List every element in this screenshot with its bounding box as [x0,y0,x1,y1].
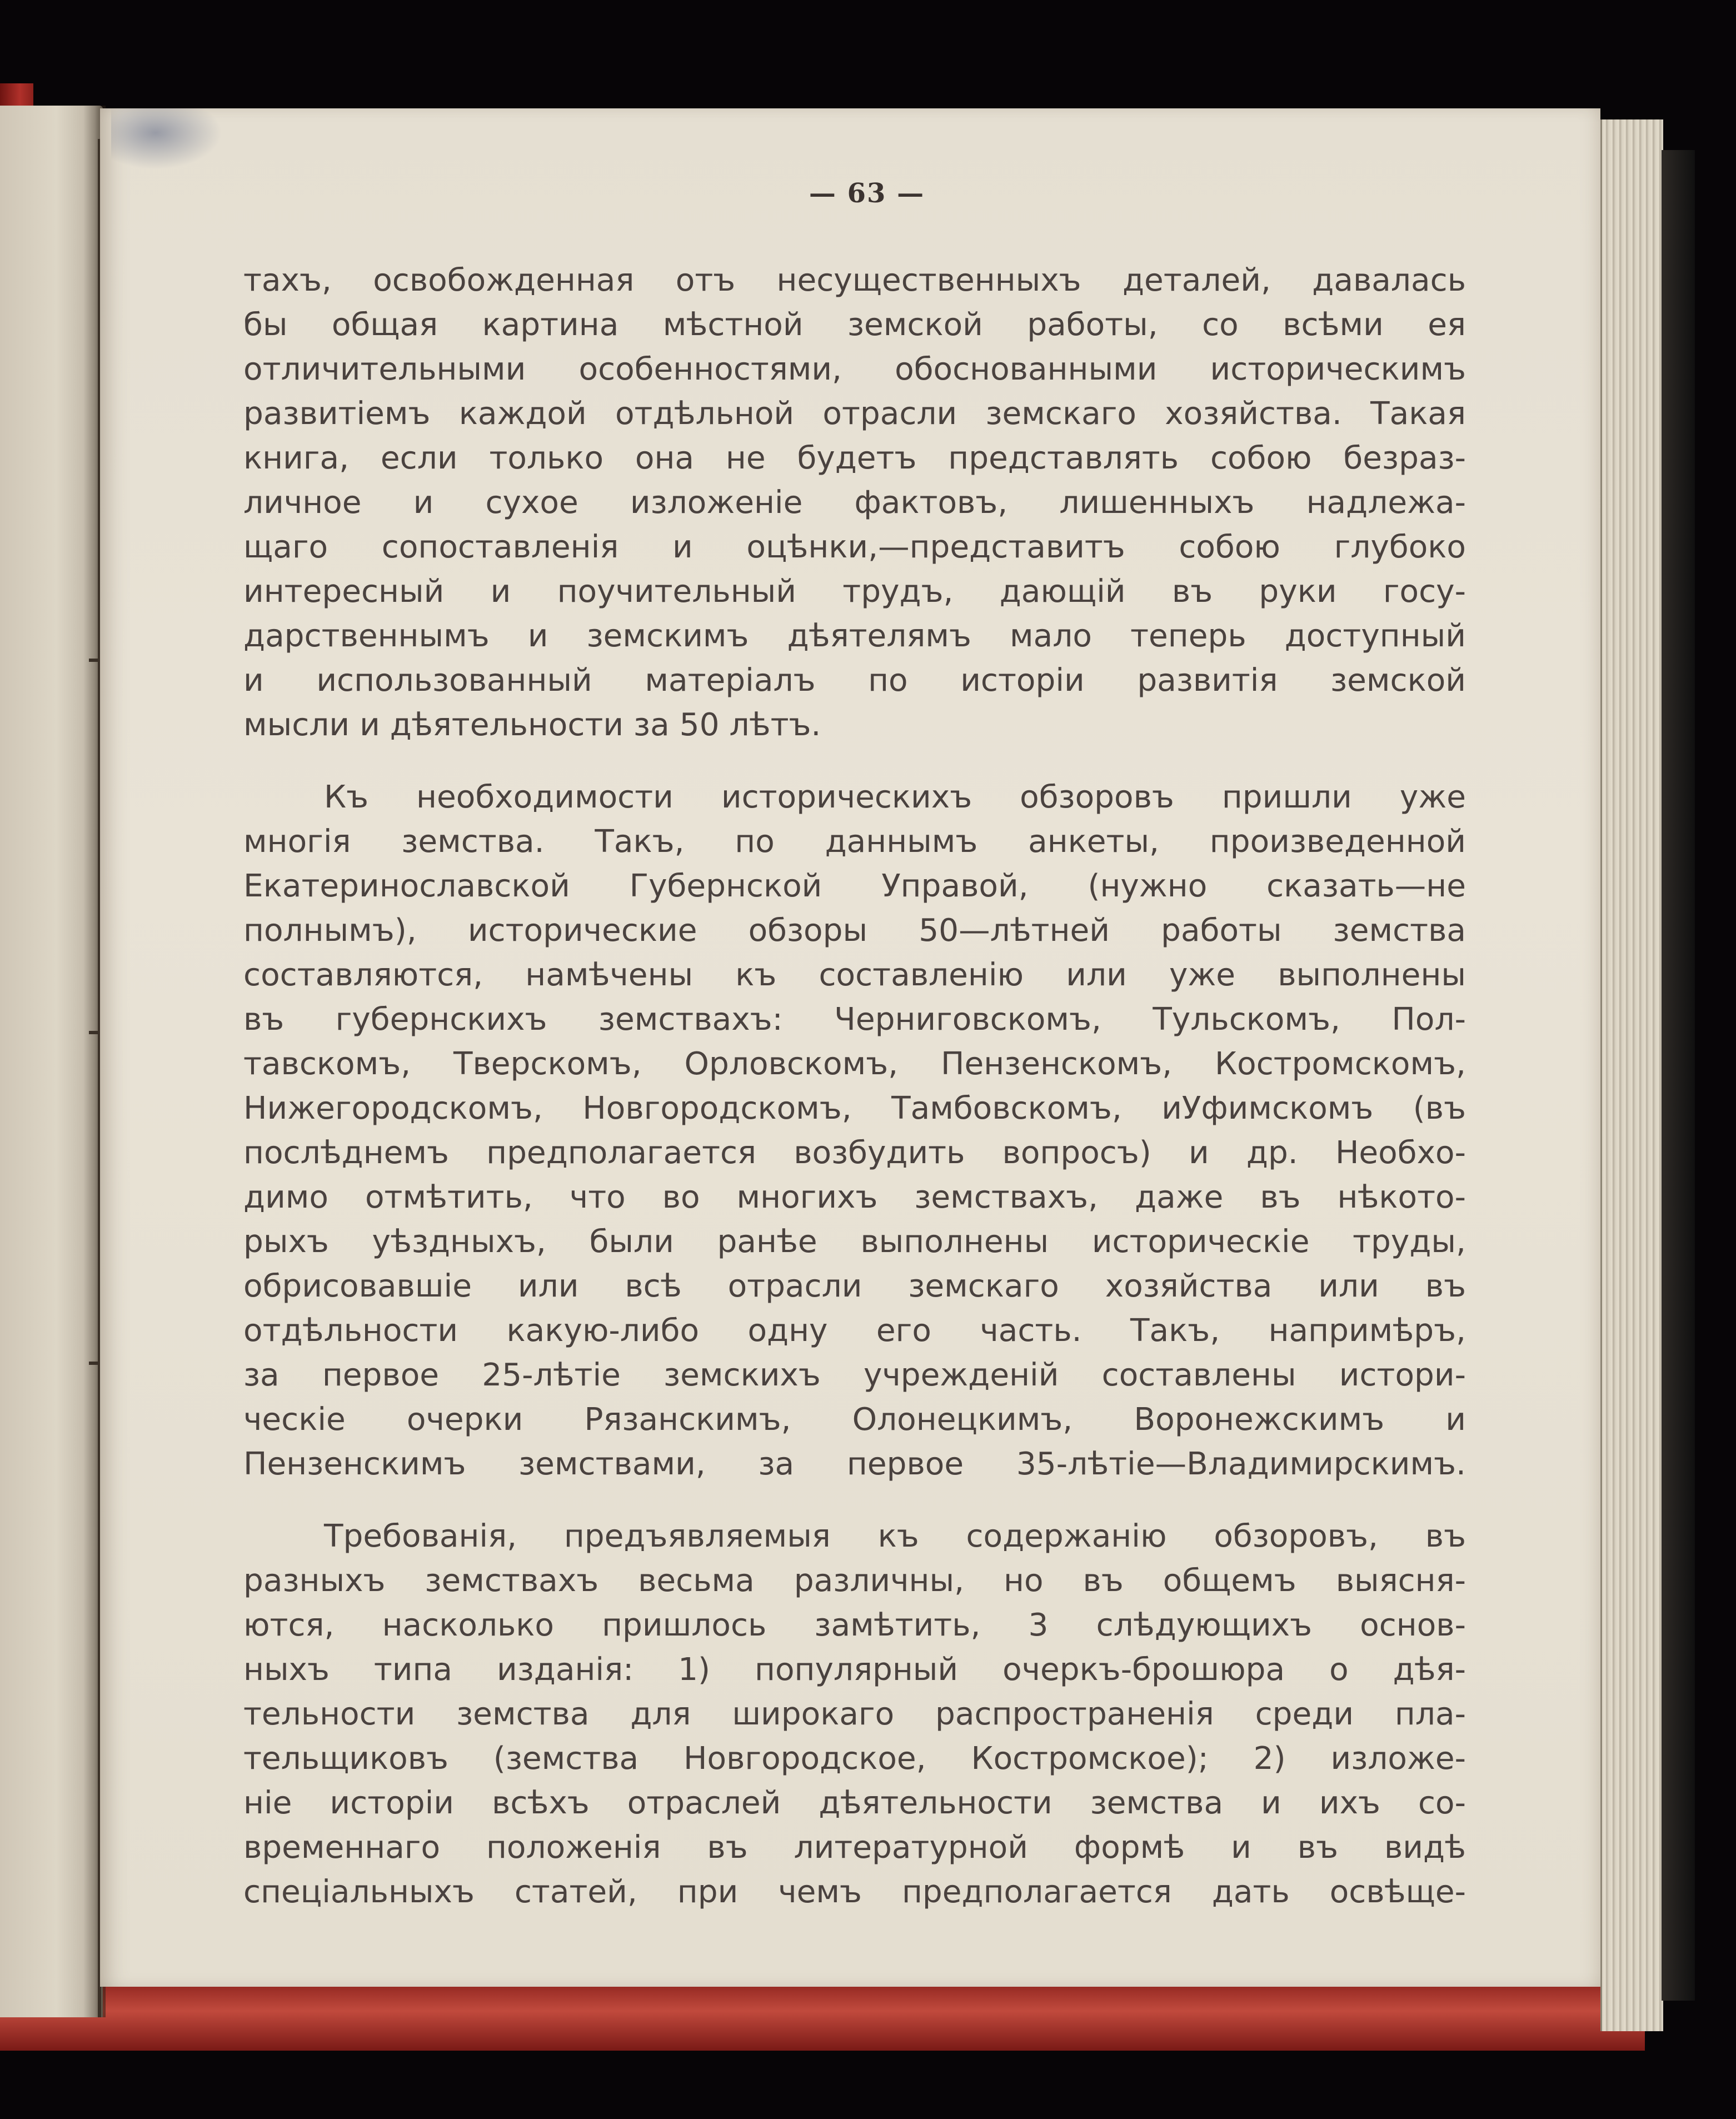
text-line: отдѣльности какую-либо одну его часть. Такъ, напримѣръ, [243,1313,1466,1349]
text-line: интересный и поучительный трудъ, дающій въ руки госу- [243,574,1466,610]
text-line: щаго сопоставленія и оцѣнки,—представитъ собою глубоко [243,529,1466,565]
text-line: ныхъ типа изданія: 1) популярный очеркъ-брошюра о дѣя- [243,1652,1466,1688]
text-line: димо отмѣтить, что во многихъ земствахъ, даже въ нѣкото- [243,1179,1466,1215]
text-line: развитіемъ каждой отдѣльной отрасли земскаго хозяйства. Такая [243,396,1466,432]
page-stack-edge [1600,119,1663,2031]
text-line: личное и сухое изложеніе фактовъ, лишенныхъ надлежа- [243,485,1466,521]
page-stack-shadow [1662,150,1695,2001]
text-line: отличительными особенностями, обоснованными историческимъ [243,351,1466,387]
text-line: ческіе очерки Рязанскимъ, Олонецкимъ, Воронежскимъ и [243,1402,1466,1438]
text-line: временнаго положенія въ литературной формѣ и въ видѣ [243,1829,1466,1866]
text-line: дарственнымъ и земскимъ дѣятелямъ мало теперь доступный [243,618,1466,654]
text-line: и использованный матеріалъ по исторіи развитія земской [243,662,1466,699]
text-line: разныхъ земствахъ весьма различны, но въ общемъ выясня- [243,1563,1466,1599]
text-line: Требованія, предъявляемыя къ содержанію обзоровъ, въ [324,1518,1466,1554]
text-line: тавскомъ, Тверскомъ, Орловскомъ, Пензенскомъ, Костромскомъ, [243,1046,1466,1082]
text-line: бы общая картина мѣстной земской работы, со всѣми ея [243,307,1466,343]
ink-smudge [111,108,222,169]
text-line: ніе исторіи всѣхъ отраслей дѣятельности земства и ихъ со- [243,1785,1466,1821]
text-line: Къ необходимости историческихъ обзоровъ пришли уже [324,779,1466,815]
text-line: составляются, намѣчены къ составленію или уже выполнены [243,957,1466,993]
text-line: многія земства. Такъ, по даннымъ анкеты, произведенной [243,824,1466,860]
text-line: за первое 25-лѣтіе земскихъ учрежденій составлены истори- [243,1357,1466,1393]
text-line: Пензенскимъ земствами, за первое 35-лѣтіе—Владимирскимъ. [243,1446,1466,1482]
paragraph-gap [243,1487,1466,1514]
text-line: тельщиковъ (земства Новгородское, Костромское); 2) изложе- [243,1741,1466,1777]
text-line: спеціальныхъ статей, при чемъ предполагается дать освѣще- [243,1874,1466,1910]
page-number: — 63 — [809,178,925,209]
text-line: тахъ, освобожденная отъ несущественныхъ деталей, давалась [243,262,1466,298]
text-line: мысли и дѣятельности за 50 лѣтъ. [243,707,821,743]
text-line: въ губернскихъ земствахъ: Черниговскомъ, Тульскомъ, Пол- [243,1001,1466,1038]
text-line: тельности земства для широкаго распространенія среди пла- [243,1696,1466,1732]
text-line: книга, если только она не будетъ представлять собою безраз- [243,440,1466,476]
text-line: рыхъ уѣздныхъ, были ранѣе выполнены историческіе труды, [243,1224,1466,1260]
body-text [243,258,1466,1914]
text-line: послѣднемъ предполагается возбудить вопросъ) и др. Необхо- [243,1135,1466,1171]
text-line: ются, насколько пришлось замѣтить, 3 слѣдующихъ основ- [243,1607,1466,1643]
text-line: Екатеринославской Губернской Управой, (нужно сказать—не [243,868,1466,904]
paragraph-gap [243,747,1466,775]
text-line: обрисовавшіе или всѣ отрасли земскаго хозяйства или въ [243,1268,1466,1304]
text-line: Нижегородскомъ, Новгородскомъ, Тамбовскомъ, иУфимскомъ (въ [243,1090,1466,1126]
page [100,108,1600,1987]
text-line: полнымъ), исторические обзоры 50—лѣтней работы земства [243,913,1466,949]
book-cover-bottom-edge [0,1978,1645,2051]
